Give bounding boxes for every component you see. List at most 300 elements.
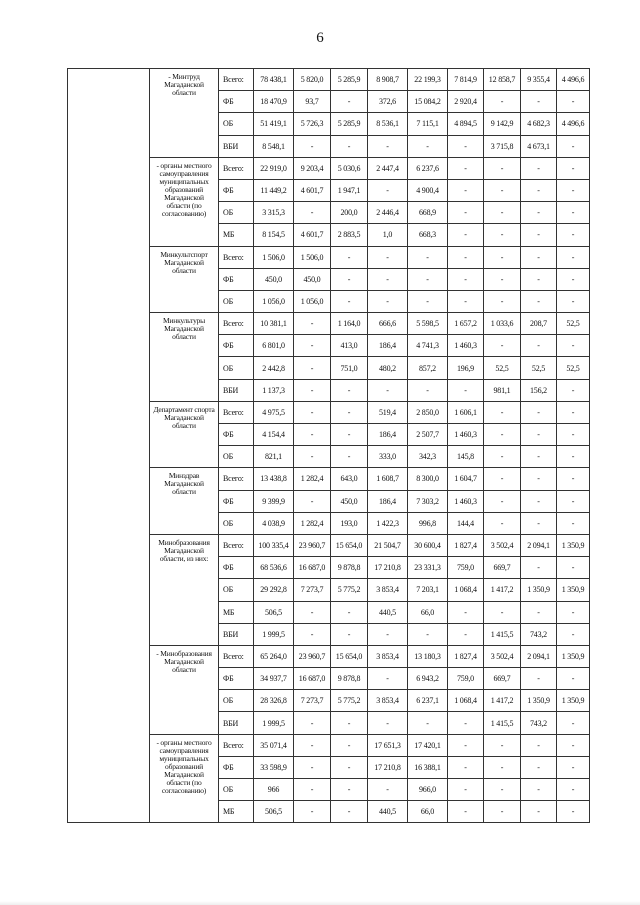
amount-cell: 5 285,9 <box>331 113 368 135</box>
amount-cell: - <box>521 801 557 823</box>
amount-cell: 65 264,0 <box>254 645 294 667</box>
executor-name-cell: - органы местного самоуправления муниципальных образований Магаданской области (по согласованию) <box>150 734 219 823</box>
amount-cell: - <box>368 290 408 312</box>
amount-cell: 78 438,1 <box>254 69 294 91</box>
amount-cell: 17 210,8 <box>368 756 408 778</box>
amount-cell: 4 038,9 <box>254 512 294 534</box>
amount-cell: 1 056,0 <box>254 290 294 312</box>
amount-cell: 821,1 <box>254 446 294 468</box>
executor-name-cell: Минобразования Магаданской области, из них: <box>150 534 219 645</box>
amount-cell: 2 883,5 <box>331 224 368 246</box>
amount-cell: - <box>521 779 557 801</box>
amount-cell: - <box>521 468 557 490</box>
amount-cell: - <box>521 179 557 201</box>
amount-cell: - <box>557 290 590 312</box>
amount-cell: 8 908,7 <box>368 69 408 91</box>
amount-cell: 10 381,1 <box>254 313 294 335</box>
amount-cell: - <box>408 135 448 157</box>
amount-cell: - <box>484 401 521 423</box>
amount-cell: - <box>331 446 368 468</box>
amount-cell: 66,0 <box>408 601 448 623</box>
amount-cell: 4 601,7 <box>294 224 331 246</box>
amount-cell: 52,5 <box>521 357 557 379</box>
amount-cell: 4 682,3 <box>521 113 557 135</box>
amount-cell: - <box>294 734 331 756</box>
amount-cell: 4 894,5 <box>448 113 484 135</box>
funding-source-cell: ОБ <box>219 357 254 379</box>
amount-cell: - <box>484 801 521 823</box>
amount-cell: - <box>521 401 557 423</box>
funding-source-cell: Всего: <box>219 645 254 667</box>
amount-cell: 1 506,0 <box>294 246 331 268</box>
amount-cell: 52,5 <box>557 357 590 379</box>
amount-cell: - <box>557 401 590 423</box>
amount-cell: 1 460,3 <box>448 335 484 357</box>
amount-cell: 2 446,4 <box>368 202 408 224</box>
amount-cell: 1 350,9 <box>521 579 557 601</box>
amount-cell: - <box>557 335 590 357</box>
amount-cell: - <box>484 290 521 312</box>
amount-cell: 144,4 <box>448 512 484 534</box>
executor-name-cell: Минздрав Магаданской области <box>150 468 219 535</box>
amount-cell: 5 030,6 <box>331 157 368 179</box>
amount-cell: 1 137,3 <box>254 379 294 401</box>
amount-cell: - <box>448 712 484 734</box>
amount-cell: - <box>331 290 368 312</box>
funding-source-cell: ФБ <box>219 490 254 512</box>
amount-cell: 21 504,7 <box>368 534 408 556</box>
amount-cell: - <box>331 135 368 157</box>
amount-cell: - <box>331 91 368 113</box>
funding-source-cell: ФБ <box>219 424 254 446</box>
amount-cell: - <box>484 512 521 534</box>
amount-cell: 13 438,8 <box>254 468 294 490</box>
amount-cell: 3 315,3 <box>254 202 294 224</box>
amount-cell: 2 447,4 <box>368 157 408 179</box>
amount-cell: 5 775,2 <box>331 579 368 601</box>
amount-cell: 18 470,9 <box>254 91 294 113</box>
amount-cell: 1 282,4 <box>294 512 331 534</box>
amount-cell: 966 <box>254 779 294 801</box>
amount-cell: 4 496,6 <box>557 69 590 91</box>
page-number: 6 <box>316 30 324 46</box>
amount-cell: 1 947,1 <box>331 179 368 201</box>
amount-cell: 996,8 <box>408 512 448 534</box>
amount-cell: - <box>294 379 331 401</box>
amount-cell: 480,2 <box>368 357 408 379</box>
amount-cell: 2 094,1 <box>521 645 557 667</box>
amount-cell: 4 496,6 <box>557 113 590 135</box>
amount-cell: 668,9 <box>408 202 448 224</box>
amount-cell: - <box>448 734 484 756</box>
amount-cell: - <box>331 601 368 623</box>
amount-cell: 413,0 <box>331 335 368 357</box>
amount-cell: 1 827,4 <box>448 645 484 667</box>
amount-cell: - <box>557 157 590 179</box>
amount-cell: - <box>294 424 331 446</box>
amount-cell: 966,0 <box>408 779 448 801</box>
funding-source-cell: Всего: <box>219 534 254 556</box>
amount-cell: 7 115,1 <box>408 113 448 135</box>
amount-cell: 7 303,2 <box>408 490 448 512</box>
amount-cell: 9 878,8 <box>331 668 368 690</box>
amount-cell: 16 687,0 <box>294 668 331 690</box>
amount-cell: 1 033,6 <box>484 313 521 335</box>
amount-cell: 743,2 <box>521 623 557 645</box>
amount-cell: - <box>484 601 521 623</box>
amount-cell: 4 673,1 <box>521 135 557 157</box>
funding-source-cell: ОБ <box>219 579 254 601</box>
amount-cell: 4 601,7 <box>294 179 331 201</box>
amount-cell: 506,5 <box>254 801 294 823</box>
funding-source-cell: ОБ <box>219 512 254 534</box>
amount-cell: - <box>294 756 331 778</box>
funding-source-cell: ОБ <box>219 690 254 712</box>
amount-cell: - <box>557 601 590 623</box>
amount-cell: - <box>448 290 484 312</box>
amount-cell: - <box>521 335 557 357</box>
amount-cell: - <box>448 623 484 645</box>
amount-cell: 981,1 <box>484 379 521 401</box>
amount-cell: - <box>521 268 557 290</box>
amount-cell: - <box>557 379 590 401</box>
amount-cell: - <box>484 268 521 290</box>
funding-source-cell: Всего: <box>219 69 254 91</box>
amount-cell: 1 999,5 <box>254 712 294 734</box>
amount-cell: - <box>294 313 331 335</box>
amount-cell: 3 715,8 <box>484 135 521 157</box>
amount-cell: - <box>331 734 368 756</box>
amount-cell: - <box>408 379 448 401</box>
amount-cell: 4 154,4 <box>254 424 294 446</box>
amount-cell: 1 415,5 <box>484 712 521 734</box>
amount-cell: - <box>557 801 590 823</box>
amount-cell: - <box>408 246 448 268</box>
amount-cell: - <box>294 801 331 823</box>
amount-cell: 5 820,0 <box>294 69 331 91</box>
amount-cell: 1 604,7 <box>448 468 484 490</box>
amount-cell: 8 300,0 <box>408 468 448 490</box>
amount-cell: - <box>331 401 368 423</box>
amount-cell: - <box>521 290 557 312</box>
amount-cell: - <box>557 779 590 801</box>
amount-cell: - <box>557 734 590 756</box>
amount-cell: - <box>521 512 557 534</box>
amount-cell: 22 199,3 <box>408 69 448 91</box>
amount-cell: 2 850,0 <box>408 401 448 423</box>
amount-cell: 12 858,7 <box>484 69 521 91</box>
funding-source-cell: МБ <box>219 224 254 246</box>
amount-cell: 1 068,4 <box>448 690 484 712</box>
amount-cell: 1 608,7 <box>368 468 408 490</box>
funding-source-cell: ФБ <box>219 179 254 201</box>
amount-cell: - <box>521 734 557 756</box>
amount-cell: - <box>557 224 590 246</box>
executor-name-cell: Минкультуры Магаданской области <box>150 313 219 402</box>
amount-cell: 3 853,4 <box>368 645 408 667</box>
amount-cell: 1 056,0 <box>294 290 331 312</box>
amount-cell: - <box>484 224 521 246</box>
funding-source-cell: ФБ <box>219 668 254 690</box>
amount-cell: 6 943,2 <box>408 668 448 690</box>
amount-cell: 440,5 <box>368 801 408 823</box>
amount-cell: - <box>557 712 590 734</box>
amount-cell: - <box>368 246 408 268</box>
funding-source-cell: Всего: <box>219 468 254 490</box>
amount-cell: 1 164,0 <box>331 313 368 335</box>
amount-cell: - <box>557 246 590 268</box>
amount-cell: 7 814,9 <box>448 69 484 91</box>
amount-cell: - <box>294 601 331 623</box>
amount-cell: 100 335,4 <box>254 534 294 556</box>
amount-cell: - <box>448 224 484 246</box>
funding-source-cell: ФБ <box>219 756 254 778</box>
blank-left-column <box>68 69 150 823</box>
amount-cell: - <box>368 779 408 801</box>
amount-cell: 450,0 <box>331 490 368 512</box>
amount-cell: 66,0 <box>408 801 448 823</box>
amount-cell: 17 651,3 <box>368 734 408 756</box>
amount-cell: 506,5 <box>254 601 294 623</box>
amount-cell: 16 388,1 <box>408 756 448 778</box>
amount-cell: 1 350,9 <box>557 690 590 712</box>
amount-cell: 669,7 <box>484 557 521 579</box>
amount-cell: 22 919,0 <box>254 157 294 179</box>
amount-cell: - <box>521 490 557 512</box>
amount-cell: 751,0 <box>331 357 368 379</box>
amount-cell: - <box>557 446 590 468</box>
amount-cell: - <box>557 91 590 113</box>
amount-cell: - <box>557 512 590 534</box>
amount-cell: 4 741,3 <box>408 335 448 357</box>
amount-cell: - <box>331 424 368 446</box>
funding-source-cell: ОБ <box>219 202 254 224</box>
amount-cell: 3 853,4 <box>368 579 408 601</box>
amount-cell: 23 331,3 <box>408 557 448 579</box>
funding-source-cell: ФБ <box>219 557 254 579</box>
amount-cell: 8 548,1 <box>254 135 294 157</box>
amount-cell: - <box>408 712 448 734</box>
amount-cell: - <box>368 623 408 645</box>
amount-cell: - <box>484 91 521 113</box>
amount-cell: 1 606,1 <box>448 401 484 423</box>
amount-cell: - <box>331 379 368 401</box>
amount-cell: - <box>448 157 484 179</box>
amount-cell: 1 350,9 <box>557 645 590 667</box>
amount-cell: - <box>484 446 521 468</box>
amount-cell: 186,4 <box>368 335 408 357</box>
amount-cell: - <box>557 490 590 512</box>
amount-cell: 30 600,4 <box>408 534 448 556</box>
funding-source-cell: ОБ <box>219 290 254 312</box>
funding-source-cell: ВБИ <box>219 379 254 401</box>
amount-cell: 68 536,6 <box>254 557 294 579</box>
amount-cell: 1 460,3 <box>448 424 484 446</box>
amount-cell: 1 417,2 <box>484 579 521 601</box>
amount-cell: 156,2 <box>521 379 557 401</box>
amount-cell: 3 502,4 <box>484 645 521 667</box>
amount-cell: - <box>368 179 408 201</box>
amount-cell: - <box>484 179 521 201</box>
amount-cell: 7 273,7 <box>294 690 331 712</box>
amount-cell: - <box>557 623 590 645</box>
budget-table-body <box>68 69 590 823</box>
amount-cell: - <box>448 202 484 224</box>
amount-cell: - <box>294 202 331 224</box>
amount-cell: - <box>521 157 557 179</box>
amount-cell: - <box>408 623 448 645</box>
amount-cell: 23 960,7 <box>294 534 331 556</box>
amount-cell: - <box>331 756 368 778</box>
amount-cell: 3 502,4 <box>484 534 521 556</box>
amount-cell: 8 154,5 <box>254 224 294 246</box>
executor-name-cell: Департамент спорта Магаданской области <box>150 401 219 468</box>
amount-cell: 11 449,2 <box>254 179 294 201</box>
amount-cell: 7 273,7 <box>294 579 331 601</box>
amount-cell: 208,7 <box>521 313 557 335</box>
amount-cell: - <box>331 268 368 290</box>
amount-cell: - <box>557 468 590 490</box>
amount-cell: - <box>521 557 557 579</box>
amount-cell: - <box>294 623 331 645</box>
budget-table <box>67 68 590 823</box>
amount-cell: 450,0 <box>294 268 331 290</box>
amount-cell: - <box>557 756 590 778</box>
amount-cell: 3 853,4 <box>368 690 408 712</box>
amount-cell: 29 292,8 <box>254 579 294 601</box>
amount-cell: - <box>368 268 408 290</box>
amount-cell: - <box>448 756 484 778</box>
amount-cell: 33 598,9 <box>254 756 294 778</box>
amount-cell: 15 654,0 <box>331 645 368 667</box>
amount-cell: 16 687,0 <box>294 557 331 579</box>
amount-cell: - <box>484 246 521 268</box>
amount-cell: 2 920,4 <box>448 91 484 113</box>
amount-cell: - <box>521 91 557 113</box>
amount-cell: 186,4 <box>368 490 408 512</box>
amount-cell: 743,2 <box>521 712 557 734</box>
amount-cell: 28 326,8 <box>254 690 294 712</box>
amount-cell: - <box>521 202 557 224</box>
amount-cell: - <box>557 557 590 579</box>
amount-cell: - <box>368 712 408 734</box>
amount-cell: - <box>557 424 590 446</box>
funding-source-cell: МБ <box>219 801 254 823</box>
amount-cell: - <box>448 779 484 801</box>
amount-cell: 643,0 <box>331 468 368 490</box>
amount-cell: 196,9 <box>448 357 484 379</box>
amount-cell: 1 657,2 <box>448 313 484 335</box>
funding-source-cell: ОБ <box>219 113 254 135</box>
amount-cell: 5 726,3 <box>294 113 331 135</box>
amount-cell: - <box>521 224 557 246</box>
amount-cell: 342,3 <box>408 446 448 468</box>
amount-cell: - <box>521 246 557 268</box>
amount-cell: 93,7 <box>294 91 331 113</box>
amount-cell: 1 350,9 <box>557 579 590 601</box>
amount-cell: - <box>448 135 484 157</box>
amount-cell: 519,4 <box>368 401 408 423</box>
amount-cell: - <box>368 668 408 690</box>
executor-name-cell: - Минтруд Магаданской области <box>150 69 219 158</box>
amount-cell: 2 442,8 <box>254 357 294 379</box>
funding-source-cell: ФБ <box>219 268 254 290</box>
amount-cell: - <box>557 268 590 290</box>
funding-source-cell: МБ <box>219 601 254 623</box>
amount-cell: 200,0 <box>331 202 368 224</box>
amount-cell: - <box>294 446 331 468</box>
funding-source-cell: Всего: <box>219 157 254 179</box>
amount-cell: - <box>294 357 331 379</box>
table-row <box>68 69 590 91</box>
amount-cell: 145,8 <box>448 446 484 468</box>
amount-cell: - <box>408 268 448 290</box>
amount-cell: 1 460,3 <box>448 490 484 512</box>
amount-cell: 8 536,1 <box>368 113 408 135</box>
funding-source-cell: Всего: <box>219 401 254 423</box>
amount-cell: 9 203,4 <box>294 157 331 179</box>
funding-source-cell: ВБИ <box>219 135 254 157</box>
amount-cell: - <box>557 179 590 201</box>
amount-cell: - <box>368 135 408 157</box>
amount-cell: 6 801,0 <box>254 335 294 357</box>
amount-cell: - <box>484 157 521 179</box>
amount-cell: - <box>521 601 557 623</box>
funding-source-cell: ВБИ <box>219 623 254 645</box>
amount-cell: - <box>484 756 521 778</box>
funding-source-cell: Всего: <box>219 734 254 756</box>
amount-cell: 1 068,4 <box>448 579 484 601</box>
executor-name-cell: - Минобразования Магаданской области <box>150 645 219 734</box>
amount-cell: 440,5 <box>368 601 408 623</box>
amount-cell: - <box>331 246 368 268</box>
amount-cell: - <box>484 779 521 801</box>
amount-cell: - <box>331 779 368 801</box>
amount-cell: - <box>331 801 368 823</box>
amount-cell: 2 507,7 <box>408 424 448 446</box>
amount-cell: 2 094,1 <box>521 534 557 556</box>
amount-cell: 1 827,4 <box>448 534 484 556</box>
amount-cell: - <box>448 268 484 290</box>
amount-cell: 23 960,7 <box>294 645 331 667</box>
amount-cell: 17 420,1 <box>408 734 448 756</box>
amount-cell: 666,6 <box>368 313 408 335</box>
amount-cell: - <box>484 335 521 357</box>
amount-cell: 5 775,2 <box>331 690 368 712</box>
funding-source-cell: ФБ <box>219 335 254 357</box>
amount-cell: 9 399,9 <box>254 490 294 512</box>
amount-cell: - <box>557 202 590 224</box>
amount-cell: - <box>331 623 368 645</box>
executor-name-cell: - органы местного самоуправления муниципальных образований Магаданской области (по согласованию) <box>150 157 219 246</box>
amount-cell: 52,5 <box>484 357 521 379</box>
funding-source-cell: ФБ <box>219 91 254 113</box>
amount-cell: 450,0 <box>254 268 294 290</box>
amount-cell: 668,3 <box>408 224 448 246</box>
amount-cell: 857,2 <box>408 357 448 379</box>
amount-cell: 35 071,4 <box>254 734 294 756</box>
amount-cell: 1 415,5 <box>484 623 521 645</box>
amount-cell: 1 506,0 <box>254 246 294 268</box>
amount-cell: 5 285,9 <box>331 69 368 91</box>
amount-cell: - <box>448 379 484 401</box>
amount-cell: 15 654,0 <box>331 534 368 556</box>
amount-cell: 5 598,5 <box>408 313 448 335</box>
amount-cell: 9 878,8 <box>331 557 368 579</box>
amount-cell: 186,4 <box>368 424 408 446</box>
amount-cell: 52,5 <box>557 313 590 335</box>
amount-cell: - <box>408 290 448 312</box>
